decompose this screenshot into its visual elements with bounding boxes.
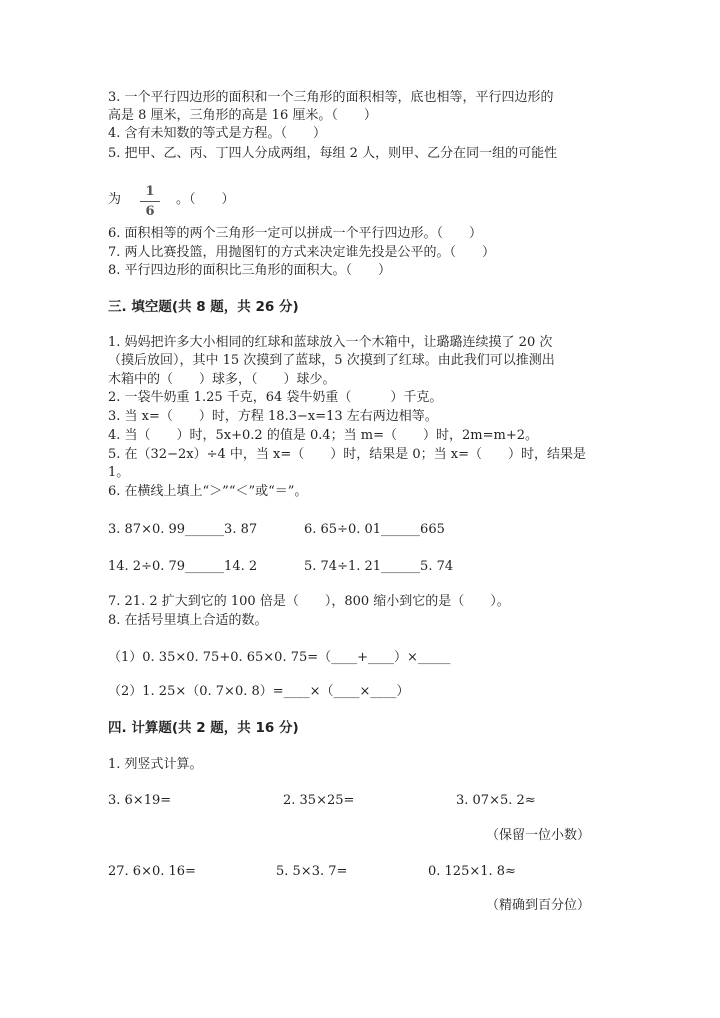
- judge-q5-prefix: 为: [108, 192, 122, 207]
- calc-note-round-hundredths: （精确到百分位）: [486, 898, 591, 913]
- calc-expr-3: 3. 07×5. 2≈: [456, 793, 536, 808]
- fill-q1-line3: 木箱中的（ ）球多，（ ）球少。: [108, 372, 336, 387]
- fill-q1-line1: 1. 妈妈把许多大小相同的红球和蓝球放入一个木箱中，让璐璐连续摸了 20 次: [108, 335, 553, 350]
- judge-q4: 4. 含有未知数的等式是方程。（ ）: [108, 126, 327, 141]
- fill-q6: 6. 在横线上填上“＞”“＜”或“＝”。: [108, 484, 308, 499]
- fill-q8: 8. 在括号里填上合适的数。: [108, 613, 268, 628]
- calc-expr-6: 0. 125×1. 8≈: [428, 864, 516, 879]
- section-fill-heading: 三. 填空题(共 8 题，共 26 分): [108, 299, 299, 315]
- compare-item-d: 5. 74÷1. 21______5. 74: [304, 559, 454, 574]
- fraction-bar: [140, 201, 160, 202]
- fill-q8-part2: （2）1. 25×（0. 7×0. 8）=____×（____×____）: [108, 684, 410, 699]
- fill-q3: 3. 当 x=（ ）时，方程 18.3−x=13 左右两边相等。: [108, 409, 438, 424]
- judge-q5-line1: 5. 把甲、乙、丙、丁四人分成两组，每组 2 人，则甲、乙分在同一组的可能性: [108, 146, 558, 161]
- judge-q3-line1: 3. 一个平行四边形的面积和一个三角形的面积相等，底也相等，平行四边形的: [108, 90, 554, 105]
- fraction-one-sixth: [140, 183, 160, 220]
- fill-q7: 7. 21. 2 扩大到它的 100 倍是（ ），800 缩小到它的是（ ）。: [108, 594, 510, 609]
- calc-note-round-one-decimal: （保留一位小数）: [486, 828, 591, 843]
- judge-q8: 8. 平行四边形的面积比三角形的面积大。（ ）: [108, 263, 392, 278]
- fill-q8-part1: （1）0. 35×0. 75+0. 65×0. 75=（____+____）×_____: [108, 650, 451, 665]
- calc-q1: 1. 列竖式计算。: [108, 757, 203, 772]
- compare-item-a: 3. 87×0. 99______3. 87: [108, 522, 258, 537]
- calc-expr-1: 3. 6×19=: [108, 793, 172, 808]
- fill-q1-line2: （摸后放回），其中 15 次摸到了蓝球，5 次摸到了红球。由此我们可以推测出: [108, 353, 555, 368]
- compare-item-b: 6. 65÷0. 01______665: [304, 522, 445, 537]
- compare-item-c: 14. 2÷0. 79______14. 2: [108, 559, 258, 574]
- calc-expr-2: 2. 35×25=: [283, 793, 355, 808]
- fill-q2: 2. 一袋牛奶重 1.25 千克，64 袋牛奶重（ ）千克。: [108, 390, 443, 405]
- calc-expr-5: 5. 5×3. 7=: [276, 864, 348, 879]
- judge-q7: 7. 两人比赛投篮，用抛图钉的方式来决定谁先投是公平的。（ ）: [108, 245, 496, 260]
- calc-expr-4: 27. 6×0. 16=: [108, 864, 196, 879]
- judge-q5-suffix: 。（ ）: [176, 192, 235, 207]
- fraction-numerator: 1: [145, 184, 155, 199]
- fill-q5-line2: 1。: [108, 465, 130, 480]
- fill-q5-line1: 5. 在（32−2x）÷4 中，当 x=（ ）时，结果是 0；当 x=（ ）时，结果是: [108, 447, 586, 462]
- judge-q6: 6. 面积相等的两个三角形一定可以拼成一个平行四边形。（ ）: [108, 226, 483, 241]
- judge-q3-line2: 高是 8 厘米，三角形的高是 16 厘米。（ ）: [108, 108, 377, 123]
- fill-q4: 4. 当（ ）时，5x+0.2 的值是 0.4；当 m=（ ）时，2m=m+2。: [108, 428, 538, 443]
- section-calc-heading: 四. 计算题(共 2 题，共 16 分): [108, 720, 299, 736]
- fraction-denominator: 6: [145, 204, 155, 219]
